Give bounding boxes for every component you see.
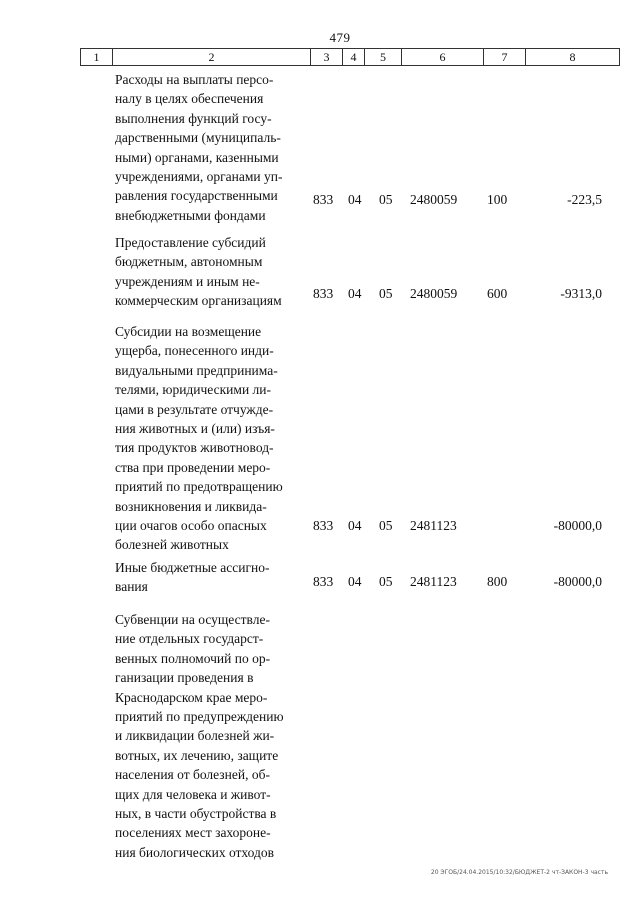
description-line: коммерческим организациям	[115, 293, 282, 309]
description-line: болезней животных	[115, 537, 229, 553]
description-line: ных, в части обустройства в	[115, 806, 277, 822]
description-line: ние отдельных государст-	[115, 631, 264, 647]
description-line: Краснодарском крае меро-	[115, 689, 268, 705]
description-line: ции очагов особо опасных	[115, 518, 267, 534]
column-header-8: 8	[569, 50, 576, 64]
row-description	[115, 610, 303, 862]
description-line: Субсидии на возмещение	[115, 324, 262, 339]
target-article-cell: 2481123	[410, 518, 457, 533]
description-line: приятий по предупреждению	[115, 709, 284, 725]
column-header-1: 1	[81, 49, 113, 65]
amount-cell: -80000,0	[553, 574, 602, 589]
description-line: ния животных и (или) изъя-	[115, 421, 275, 437]
description-line: Расходы на выплаты персо-	[115, 72, 274, 87]
column-header-5: 5	[365, 49, 402, 65]
description-line: тия продуктов животновод-	[115, 440, 274, 456]
expense-type-cell: 600	[487, 286, 508, 301]
subsection-cell: 05	[379, 518, 393, 533]
column-header-2: 2	[113, 49, 311, 65]
target-article-cell: 2481123	[410, 574, 457, 589]
amount-cell: -80000,0	[553, 518, 602, 533]
description-line: и ликвидации болезней жи-	[115, 728, 275, 744]
description-line: учреждениям и иным не-	[115, 273, 260, 289]
description-line: венных полномочий по ор-	[115, 650, 271, 666]
code-cell: 833	[313, 574, 334, 589]
description-line: Субвенции на осуществле-	[115, 612, 270, 627]
description-line: телями, юридическими ли-	[115, 382, 272, 398]
target-article-cell: 2480059	[410, 192, 458, 207]
page-number: 479	[329, 30, 351, 45]
column-header-4: 4	[343, 49, 365, 65]
description-line: вотных, их лечению, защите	[115, 747, 279, 763]
row-values	[0, 518, 640, 538]
row-values	[0, 286, 640, 306]
expense-type-cell: 800	[487, 574, 508, 589]
description-line: возникновения и ликвида-	[115, 498, 267, 514]
section-cell: 04	[348, 192, 362, 207]
section-cell: 04	[348, 518, 362, 533]
description-line: щих для человека и живот-	[115, 786, 271, 802]
description-line: населения от болезней, об-	[115, 767, 270, 783]
column-header-3: 3	[311, 49, 343, 65]
amount-cell: -223,5	[567, 192, 602, 207]
expense-type-cell: 100	[487, 192, 508, 207]
description-line: внебюджетными фондами	[115, 207, 266, 223]
subsection-cell: 05	[379, 192, 393, 207]
description-line: равления государственными	[115, 188, 278, 204]
section-cell: 04	[348, 574, 362, 589]
column-header-row	[80, 48, 620, 66]
section-cell: 04	[348, 286, 362, 301]
target-article-cell: 2480059	[410, 286, 458, 301]
description-line: налу в целях обеспечения	[115, 91, 264, 107]
description-line: Предоставление субсидий	[115, 235, 266, 250]
description-line: дарственными (муниципаль-	[115, 130, 281, 146]
column-header-7: 7	[484, 49, 526, 65]
row-values	[0, 574, 640, 594]
description-line: цами в результате отчужде-	[115, 401, 274, 417]
description-line: вания	[115, 579, 148, 595]
description-line: учреждениями, органами уп-	[115, 169, 283, 185]
document-footer: 20 ЭГОБ/24.04.2015/10:32/БЮДЖЕТ-2 чт-ЗАКОН-3 часть	[430, 869, 608, 876]
row-values	[0, 192, 640, 212]
subsection-cell: 05	[379, 574, 393, 589]
amount-cell: -9313,0	[560, 286, 602, 301]
code-cell: 833	[313, 286, 334, 301]
column-header-6: 6	[402, 49, 484, 65]
description-line: Иные бюджетные ассигно-	[115, 560, 270, 575]
subsection-cell: 05	[379, 286, 393, 301]
description-line: ущерба, понесенного инди-	[115, 343, 274, 359]
code-cell: 833	[313, 518, 334, 533]
description-line: ганизации проведения в	[115, 670, 254, 686]
description-line: ными) органами, казенными	[115, 149, 279, 165]
description-line: ства при проведении меро-	[115, 459, 271, 475]
description-line: выполнения функций госу-	[115, 110, 272, 126]
description-line: приятий по предотвращению	[115, 479, 283, 495]
description-line: видуальными предпринима-	[115, 362, 278, 378]
description-line: бюджетным, автономным	[115, 254, 263, 270]
description-line: ния биологических отходов	[115, 844, 275, 860]
description-line: поселениях мест захороне-	[115, 825, 271, 841]
code-cell: 833	[313, 192, 334, 207]
